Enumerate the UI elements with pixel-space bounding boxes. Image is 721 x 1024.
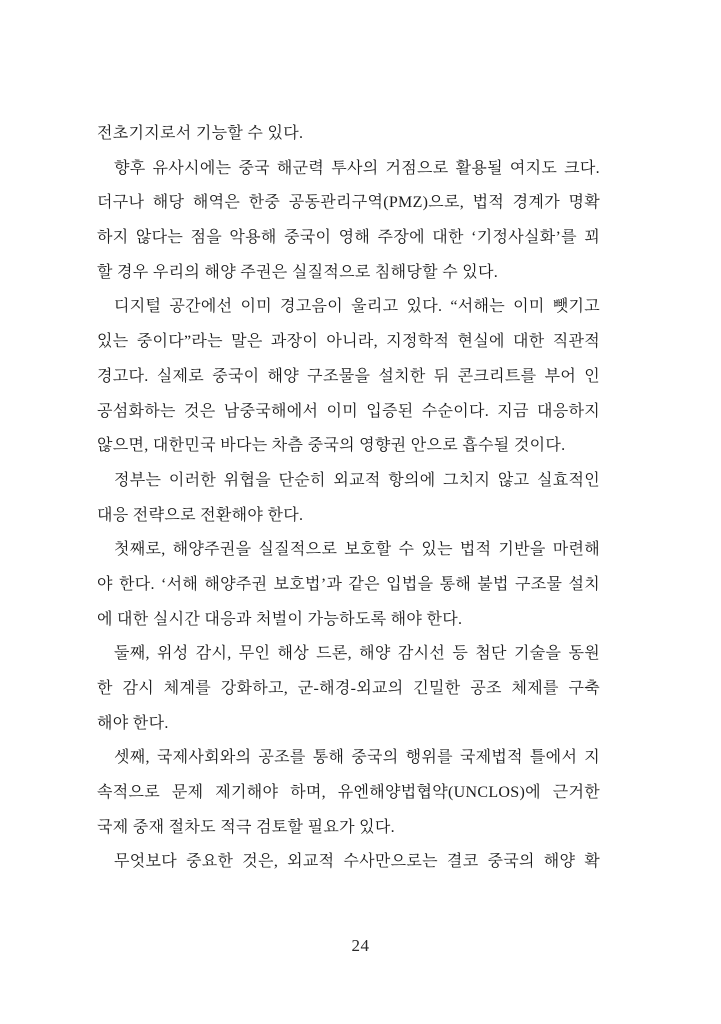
text-line: 않으면, 대한민국 바다는 차츰 중국의 영향권 안으로 흡수될 것이다. <box>97 437 566 455</box>
text-line: 있는 중이다”라는 말은 과장이 아니라, 지정학적 현실에 대한 직관적 <box>97 333 600 351</box>
text-line: 정부는 이러한 위협을 단순히 외교적 항의에 그치지 않고 실효적인 <box>114 471 600 489</box>
text-line: 셋째, 국제사회와의 공조를 통해 중국의 행위를 국제법적 틀에서 지 <box>114 749 600 767</box>
text-line: 디지털 공간에선 이미 경고음이 울리고 있다. “서해는 이미 뺏기고 <box>114 298 600 316</box>
text-line: 둘째, 위성 감시, 무인 해상 드론, 해양 감시선 등 첨단 기술을 동원 <box>114 645 600 663</box>
page-number: 24 <box>351 936 370 955</box>
text-line: 공섬화하는 것은 남중국해에서 이미 입증된 수순이다. 지금 대응하지 <box>97 402 600 420</box>
text-line: 국제 중재 절차도 적극 검토할 필요가 있다. <box>97 818 395 836</box>
body-text <box>97 117 600 880</box>
text-line: 첫째로, 해양주권을 실질적으로 보호할 수 있는 법적 기반을 마련해 <box>114 541 600 559</box>
text-line: 야 한다. ‘서해 해양주권 보호법’과 같은 입법을 통해 불법 구조물 설치 <box>97 575 600 593</box>
text-line: 무엇보다 중요한 것은, 외교적 수사만으로는 결코 중국의 해양 확 <box>114 853 600 871</box>
text-line: 대응 전략으로 전환해야 한다. <box>97 506 304 524</box>
text-line: 하지 않다는 점을 악용해 중국이 영해 주장에 대한 ‘기정사실화’를 꾀 <box>97 229 600 247</box>
text-line: 속적으로 문제 제기해야 하며, 유엔해양법협약(UNCLOS)에 근거한 <box>97 784 600 802</box>
text-line: 해야 한다. <box>97 714 169 732</box>
text-line: 할 경우 우리의 해양 주권은 실질적으로 침해당할 수 있다. <box>97 263 499 281</box>
text-line: 에 대한 실시간 대응과 처벌이 가능하도록 해야 한다. <box>97 610 463 628</box>
text-line: 전초기지로서 기능할 수 있다. <box>97 125 304 142</box>
text-line: 한 감시 체계를 강화하고, 군-해경-외교의 긴밀한 공조 체제를 구축 <box>97 680 600 697</box>
text-line: 향후 유사시에는 중국 해군력 투사의 거점으로 활용될 여지도 크다. <box>114 159 600 177</box>
text-line: 경고다. 실제로 중국이 해양 구조물을 설치한 뒤 콘크리트를 부어 인 <box>97 367 600 385</box>
text-line: 더구나 해당 해역은 한중 공동관리구역(PMZ)으로, 법적 경계가 명확 <box>97 194 600 212</box>
